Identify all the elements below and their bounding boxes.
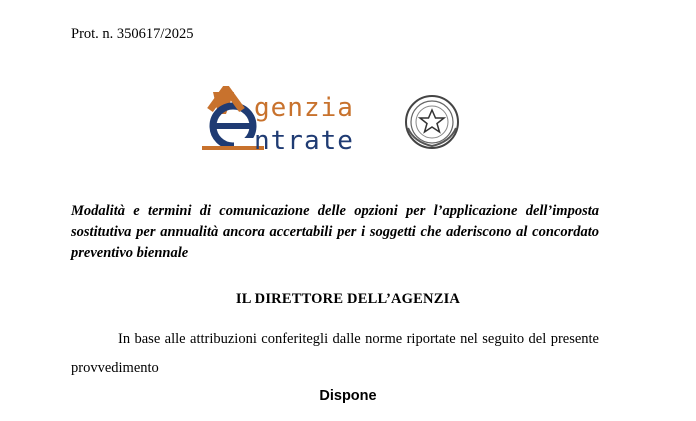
document-subject: Modalità e termini di comunicazione delle opzioni per l’applicazione dell’imposta sostitutiva per annualità ancora accertabili per i soggetti che aderiscono al concordato preventivo biennale [71, 203, 599, 261]
logo-line1: genzia [254, 93, 354, 123]
agenzia-entrate-logo [196, 86, 466, 161]
section-heading: IL DIRETTORE DELL’AGENZIA [235, 291, 461, 307]
intro-paragraph: In base alle attribuzioni conferitegli dalle norme riportate nel seguito del presente provvedimento [71, 331, 599, 376]
dispone-heading: Dispone [319, 388, 377, 404]
logo-line2: ntrate [254, 126, 354, 156]
protocol-number: Prot. n. 350617/2025 [71, 26, 194, 42]
emblem-icon [406, 96, 458, 148]
